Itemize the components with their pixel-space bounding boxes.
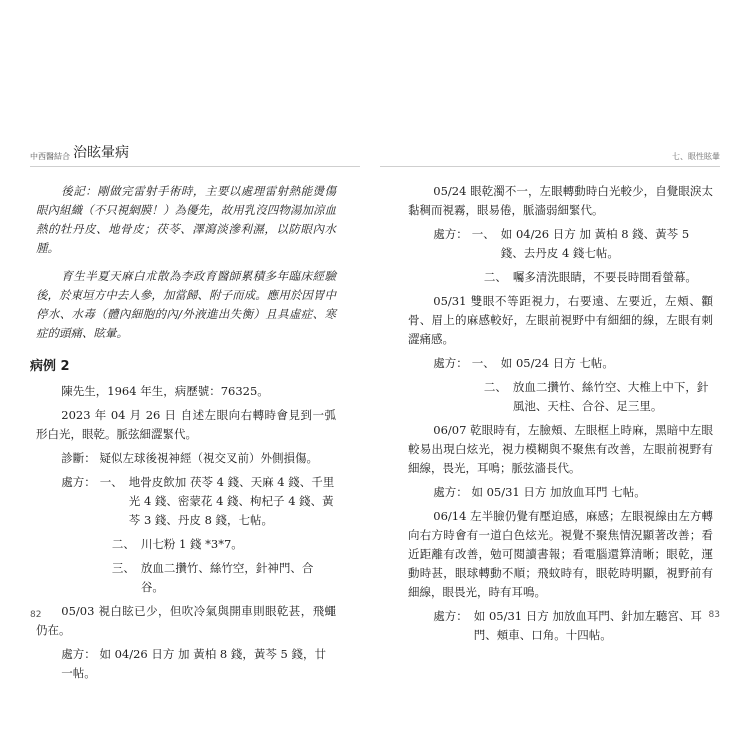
visit-note: 05/24 眼乾濁不一，左眼轉動時白光較少，自覺眼淚太黏稠而視霧，眼易倦，脈濇弱細緊代。 — [408, 184, 713, 217]
followup-note: 05/03 視白眩已少，但吹冷氣與開車則眼乾甚，飛蠅仍在。 — [36, 604, 336, 637]
prescription-item — [408, 378, 713, 416]
left-page — [30, 140, 360, 680]
prescription-text: 放血二攢竹、絲竹空、大椎上中下，針風池、天柱、合谷、足三里。 — [512, 380, 709, 413]
prescription-text: 地骨皮飲加 茯苓 4 錢、天麻 4 錢、千里光 4 錢、密蒙花 4 錢、枸杞子 4 錢、黃芩 3 錢、丹皮 8 錢，七帖。 — [128, 475, 335, 527]
prescription-label: 處方： — [433, 356, 468, 370]
right-page — [380, 140, 720, 642]
visit-note: 05/31 雙眼不等距視力，右要遠、左要近，左頰、顴骨、眉上的麻感較好，左眼前視野中有細細的線，左眼有刺澀痛感。 — [408, 294, 713, 346]
book-series-label: 中西醫結合 — [30, 152, 70, 161]
prescription-item-3 — [36, 559, 336, 597]
visit-note: 06/07 乾眼時有，左臉頰、左眼框上時麻，黑暗中左眼較易出現白炫光，視力模糊與不聚焦有改善，左眼前視野有細線，畏光，耳鳴；脈弦濇長代。 — [408, 423, 713, 475]
header-rule — [30, 166, 360, 167]
visit-note: 06/14 左半臉仍覺有壓迫感，麻感；左眼視線由左方轉向右方時會有一道白色炫光。視覺不聚焦情況顯著改善；看近距離有改善，勉可閱讀書報；看電腦還算清晰；眼乾，運動時甚，眼球轉動不順；飛蚊時有，眼乾時明顯，視野前有細線，眼畏光，時有耳鳴。 — [408, 509, 713, 599]
postscript-paragraph-2: 育生半夏天麻白朮散為李政育醫師累積多年臨床經驗後，於東垣方中去人參，加當歸、附子而成。應用於因胃中停水、水毒（體內細胞的內/外液進出失衡）且具虛症、寒症的頭痛、眩暈。 — [36, 269, 336, 340]
prescription-text: 如 05/31 日方 加放血耳門、針加左聽宮、耳門、頰車、口角。十四帖。 — [473, 609, 702, 642]
prescription-text: 如 05/24 日方 七帖。 — [500, 356, 614, 370]
prescription-label: 處方： — [433, 609, 468, 623]
prescription-text: 放血二攢竹、絲竹空，針神門、合谷。 — [140, 561, 314, 594]
case-history: 2023 年 04 月 26 日 自述左眼向右轉時會見到一弧形白光，眼乾。脈弦細澀緊代。 — [36, 408, 336, 441]
postscript-paragraph: 後記：剛做完雷射手術時，主要以處理雷射熱能燙傷眼內組織（不只視網膜！）為優先，故用乳沒四物湯加涼血熱的牡丹皮、地骨皮；茯苓、澤瀉淡滲利濕，以防眼內水腫。 — [36, 184, 336, 255]
prescription-item-1 — [36, 473, 336, 530]
prescription-number: 一、 — [471, 356, 495, 370]
prescription-number: 二、 — [483, 270, 507, 284]
chapter-title: 七、眼性眩暈 — [672, 152, 720, 161]
prescription-number: 一、 — [99, 475, 123, 489]
right-page-content — [408, 182, 713, 650]
prescription-label: 處方： — [433, 227, 468, 241]
case-title: 病例 2 — [30, 359, 70, 374]
page-number: 82 — [30, 610, 42, 620]
prescription-item — [408, 354, 713, 373]
header-rule — [380, 166, 720, 167]
prescription-item — [408, 607, 713, 645]
prescription-number: 三、 — [111, 561, 135, 575]
prescription-item — [408, 268, 713, 287]
page-number: 83 — [708, 610, 720, 620]
visit-prescription: 處方： 如 05/31 日方 加放血耳門 七帖。 — [433, 485, 646, 499]
prescription-text: 囑多清洗眼睛，不要長時間看螢幕。 — [512, 270, 697, 284]
patient-info: 陳先生，1964 年生，病歷號：76325。 — [61, 384, 269, 398]
prescription-text: 川七粉 1 錢 *3*7。 — [140, 537, 243, 551]
prescription-item-2 — [36, 535, 336, 554]
followup-prescription: 處方： 如 04/26 日方 加 黃柏 8 錢，黃芩 5 錢，廿一帖。 — [61, 647, 326, 680]
diagnosis: 診斷： 疑似左球後視神經（視交叉前）外側損傷。 — [61, 451, 318, 465]
book-title: 治眩暈病 — [73, 145, 129, 161]
running-header — [672, 140, 720, 162]
prescription-text: 如 04/26 日方 加 黃柏 8 錢、黃芩 5 錢、去丹皮 4 錢七帖。 — [500, 227, 690, 260]
prescription-number: 二、 — [111, 537, 135, 551]
prescription-number: 二、 — [483, 380, 507, 394]
left-page-content — [30, 182, 336, 688]
prescription-item — [408, 225, 713, 263]
prescription-number: 一、 — [471, 227, 495, 241]
prescription-label: 處方： — [61, 475, 96, 489]
running-header — [30, 140, 129, 162]
